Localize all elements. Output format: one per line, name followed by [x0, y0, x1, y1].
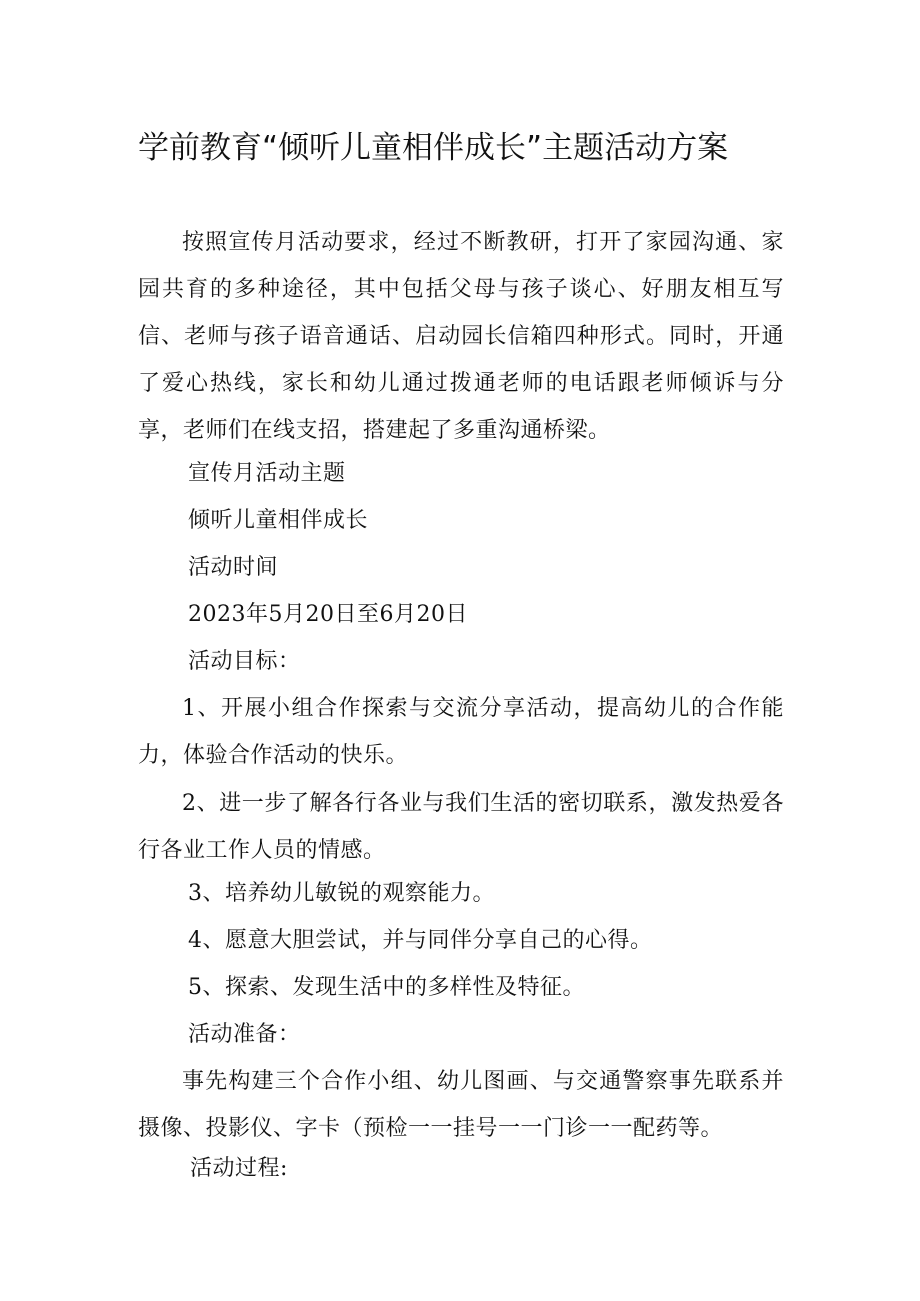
- prep-paragraph: 事先构建三个合作小组、幼儿图画、与交通警察事先联系并摄像、投影仪、字卡（预检一一挂号一一门诊一一配药等。: [138, 1069, 784, 1141]
- goals-heading: 活动目标：: [188, 649, 301, 674]
- document-title: 学前教育“倾听儿童相伴成长”主题活动方案: [138, 130, 729, 166]
- goal-item-3: 3、培养幼儿敏锐的观察能力。: [188, 881, 495, 906]
- goal-item-2: 2、进一步了解各行各业与我们生活的密切联系，激发热爱各行各业工作人员的情感。: [138, 791, 784, 863]
- theme-heading: 宣传月活动主题: [188, 461, 346, 486]
- intro-paragraph: 按照宣传月活动要求，经过不断教研，打开了家园沟通、家园共育的多种途径，其中包括父母与孩子谈心、好朋友相互写信、老师与孩子语音通话、启动园长信箱四种形式。同时，开通了爱心热线，家长和幼儿通过拨通老师的电话跟老师倾诉与分享，老师们在线支招，搭建起了多重沟通桥梁。: [138, 230, 784, 443]
- prep-heading: 活动准备：: [188, 1022, 301, 1047]
- time-heading: 活动时间: [188, 555, 279, 580]
- time-value: 2023年5月20日至6月20日: [188, 602, 468, 627]
- goal-item-4: 4、愿意大胆尝试，并与同伴分享自己的心得。: [188, 928, 653, 953]
- goal-item-5: 5、探索、发现生活中的多样性及特征。: [188, 975, 585, 1000]
- goal-item-1: 1、开展小组合作探索与交流分享活动，提高幼儿的合作能力，体验合作活动的快乐。: [138, 696, 784, 768]
- theme-value: 倾听儿童相伴成长: [188, 508, 369, 533]
- process-heading: 活动过程:: [190, 1156, 288, 1181]
